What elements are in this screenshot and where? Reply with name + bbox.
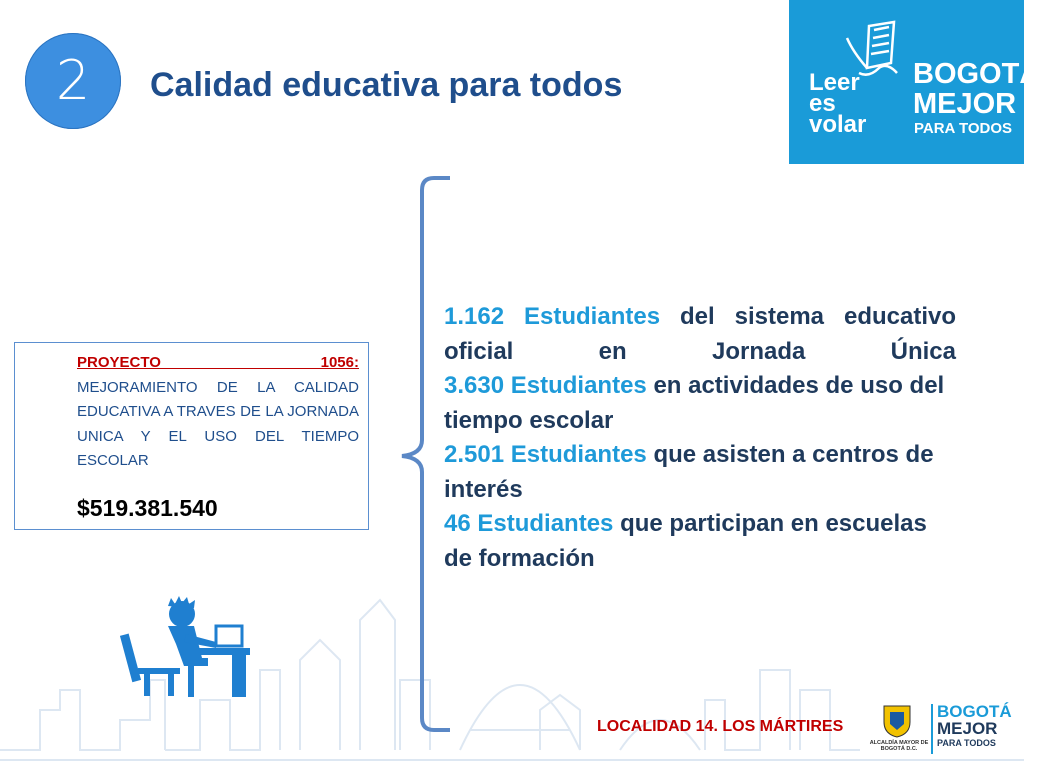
project-box — [14, 342, 369, 530]
locality-label: LOCALIDAD 14. LOS MÁRTIRES — [597, 718, 844, 735]
footer-separator — [931, 704, 933, 754]
stat-label: Estudiantes — [510, 372, 647, 399]
stat-item — [444, 438, 956, 507]
stat-value: 3.630 — [444, 372, 505, 399]
stat-text: que participan en escuelas de formación — [444, 510, 927, 572]
bogota-mejor-logo — [937, 702, 1022, 758]
slide-number-badge — [25, 33, 121, 129]
project-description: MEJORAMIENTO DE LA CALIDAD EDUCATIVA A TRAVES DE LA JORNADA UNICA Y EL USO DEL TIEMPO ESCOLAR — [77, 378, 359, 469]
logo-line-es: es — [809, 90, 836, 117]
stat-text: en actividades de uso del tiempo escolar — [444, 372, 945, 434]
logo-brand-para-todos: PARA TODOS — [914, 120, 1013, 137]
logo-brand-bogota: BOGOTÁ — [913, 58, 1040, 90]
stat-value: 2.501 — [444, 441, 505, 468]
bogota-shield-icon — [880, 702, 914, 738]
leer-es-volar-logo — [789, 0, 1040, 164]
slide-number: 2 — [55, 49, 91, 112]
stat-item — [444, 369, 956, 438]
stat-value: 1.162 — [444, 303, 505, 330]
logo-line-volar: volar — [809, 111, 867, 138]
project-heading: PROYECTO 1056: — [77, 354, 359, 371]
stats-list — [444, 300, 956, 576]
stat-label: Estudiantes — [524, 303, 661, 330]
project-amount: $519.381.540 — [77, 495, 218, 521]
stat-value: 46 — [444, 510, 471, 537]
stat-item — [444, 507, 956, 576]
stat-text: que asisten a centros de interés — [444, 441, 934, 503]
stat-label: Estudiantes — [477, 510, 614, 537]
slide-title: Calidad educativa para todos — [150, 66, 623, 104]
stat-item — [444, 300, 956, 369]
logo-brand-mejor: MEJOR — [913, 88, 1017, 120]
footer-brand-para-todos: PARA TODOS — [937, 738, 996, 748]
logo-line-leer: Leer — [809, 69, 860, 96]
alcaldia-label: ALCALDÍA MAYOR DE BOGOTÁ D.C. — [869, 740, 929, 752]
stat-text: del sistema educativo oficial en Jornada Única — [444, 303, 956, 365]
footer-brand-bogota: BOGOTÁ — [937, 702, 1012, 721]
footer-brand-mejor: MEJOR — [937, 719, 998, 738]
stat-label: Estudiantes — [510, 441, 647, 468]
student-at-desk-icon — [124, 596, 252, 700]
